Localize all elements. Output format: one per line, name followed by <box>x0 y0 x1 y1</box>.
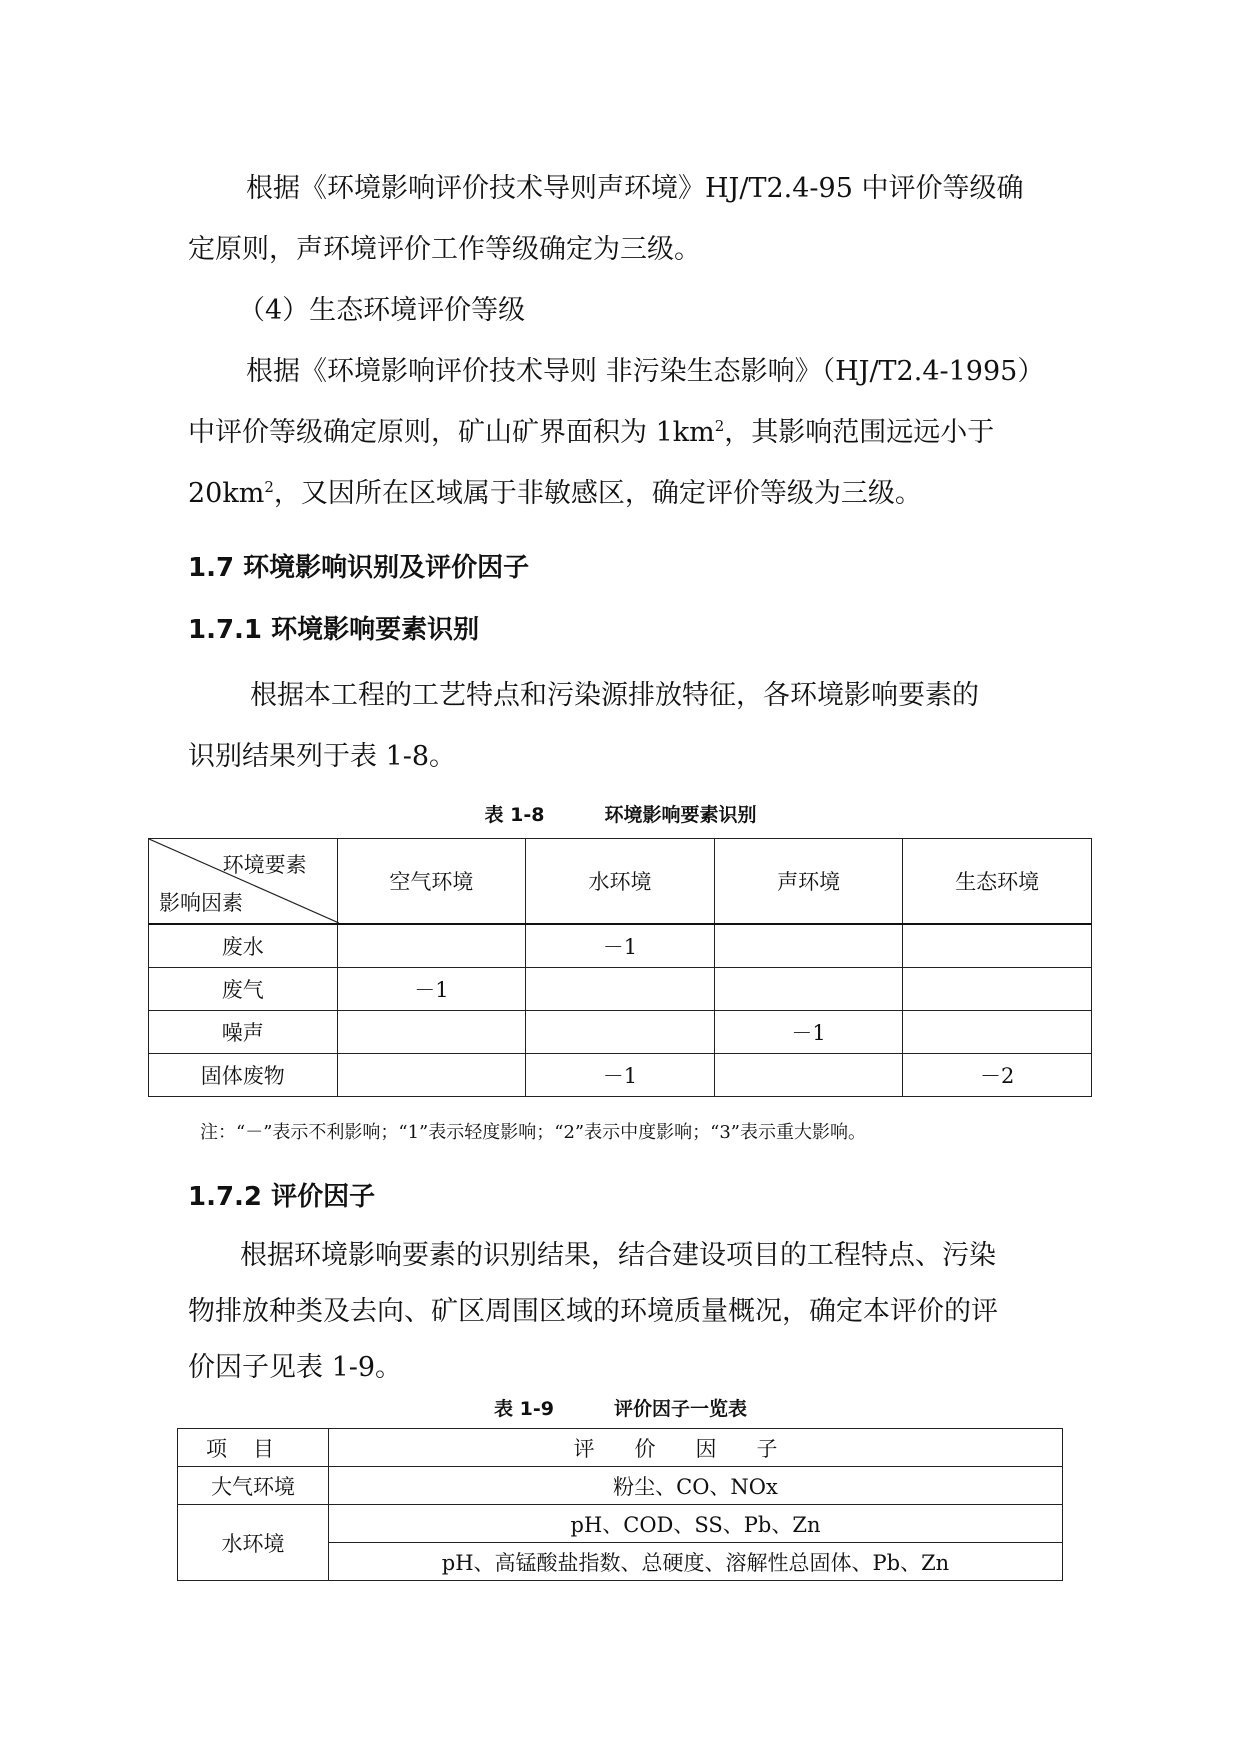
column-header-item: 项目 <box>178 1429 329 1467</box>
table-1-9-caption <box>0 1394 1241 1424</box>
table-header-row <box>178 1429 1063 1467</box>
corner-label-impact-factors: 影响因素 <box>159 891 243 915</box>
eco-grade-line-2 <box>188 403 1058 463</box>
eco-grade-heading: （4）生态环境评价等级 <box>238 295 526 326</box>
column-header-air: 空气环境 <box>337 839 526 925</box>
noise-grade-line-2: 定原则，声环境评价工作等级确定为三级。 <box>188 234 701 265</box>
eco-grade-line-3 <box>188 464 1058 524</box>
table-cell: pH、高锰酸盐指数、总硬度、溶解性总固体、Pb、Zn <box>329 1543 1063 1581</box>
superscript-2: 2 <box>714 417 725 435</box>
row-item-label: 水环境 <box>178 1505 329 1581</box>
identification-line-2: 识别结果列于表 1-8。 <box>188 741 457 772</box>
table-1-9-number: 表 1-9 <box>494 1398 554 1420</box>
table-cell <box>337 1011 526 1054</box>
factor-line-1: 根据环境影响要素的识别结果，结合建设项目的工程特点、污染 <box>240 1240 996 1271</box>
section-heading-1-7-1: 1.7.1 环境影响要素识别 <box>188 615 480 645</box>
superscript-2: 2 <box>264 478 274 496</box>
table-cell: －1 <box>526 1054 715 1097</box>
table-1-8-note: 注：“－”表示不利影响；“1”表示轻度影响；“2”表示中度影响；“3”表示重大影响。 <box>200 1122 866 1143</box>
table-cell <box>903 924 1092 968</box>
table-cell <box>526 968 715 1011</box>
eco-grade-line-1: 根据《环境影响评价技术导则 非污染生态影响》（HJ/T2.4-1995） <box>246 356 1045 387</box>
eco-line3-text-a: 20km <box>188 478 265 509</box>
table-1-8-title: 环境影响要素识别 <box>604 804 757 826</box>
factor-line-3: 价因子见表 1-9。 <box>188 1352 403 1383</box>
noise-grade-line-1: 根据《环境影响评价技术导则声环境》HJ/T2.4-95 中评价等级确 <box>246 173 1024 204</box>
eco-line2-text-b: ，其影响范围远远小于 <box>724 417 995 448</box>
column-header-ecology: 生态环境 <box>903 839 1092 925</box>
eco-line3-text-b: ，又因所在区域属于非敏感区，确定评价等级为三级。 <box>273 478 922 509</box>
table-cell: 粉尘、CO、NOx <box>329 1467 1063 1505</box>
table-1-8 <box>148 838 1092 1097</box>
table-row <box>178 1505 1063 1543</box>
table-cell: －1 <box>714 1011 903 1054</box>
table-1-9-title: 评价因子一览表 <box>613 1398 747 1420</box>
table-cell <box>337 1054 526 1097</box>
column-header-factors: 评价因子 <box>329 1429 1063 1467</box>
table-cell <box>337 924 526 968</box>
table-1-9 <box>177 1428 1063 1581</box>
row-factor-label: 固体废物 <box>149 1054 338 1097</box>
table-cell <box>714 968 903 1011</box>
table-row <box>178 1467 1063 1505</box>
table-1-8-number: 表 1-8 <box>484 804 545 826</box>
table-cell: －2 <box>903 1054 1092 1097</box>
row-factor-label: 废水 <box>149 924 338 968</box>
table-cell <box>903 1011 1092 1054</box>
table-row <box>149 924 1092 968</box>
diagonal-corner-cell <box>149 839 338 925</box>
factor-line-2: 物排放种类及去向、矿区周围区域的环境质量概况，确定本评价的评 <box>188 1296 998 1327</box>
corner-label-env-elements: 环境要素 <box>222 853 307 877</box>
table-cell <box>903 968 1092 1011</box>
section-heading-1-7-2: 1.7.2 评价因子 <box>188 1182 376 1212</box>
table-header-row <box>149 839 1092 925</box>
table-cell: －1 <box>337 968 526 1011</box>
row-factor-label: 废气 <box>149 968 338 1011</box>
table-row <box>149 1011 1092 1054</box>
table-cell <box>714 1054 903 1097</box>
table-cell <box>526 1011 715 1054</box>
table-row <box>149 968 1092 1011</box>
identification-line-1: 根据本工程的工艺特点和污染源排放特征，各环境影响要素的 <box>250 680 979 711</box>
eco-line2-text-a: 中评价等级确定原则，矿山矿界面积为 1km <box>188 417 715 448</box>
row-factor-label: 噪声 <box>149 1011 338 1054</box>
section-heading-1-7: 1.7 环境影响识别及评价因子 <box>188 553 530 583</box>
column-header-noise: 声环境 <box>714 839 903 925</box>
row-item-label: 大气环境 <box>178 1467 329 1505</box>
column-header-water: 水环境 <box>526 839 715 925</box>
table-cell: pH、COD、SS、Pb、Zn <box>329 1505 1063 1543</box>
table-cell: －1 <box>526 924 715 968</box>
table-row <box>149 1054 1092 1097</box>
table-cell <box>714 924 903 968</box>
table-1-8-caption <box>0 800 1241 830</box>
